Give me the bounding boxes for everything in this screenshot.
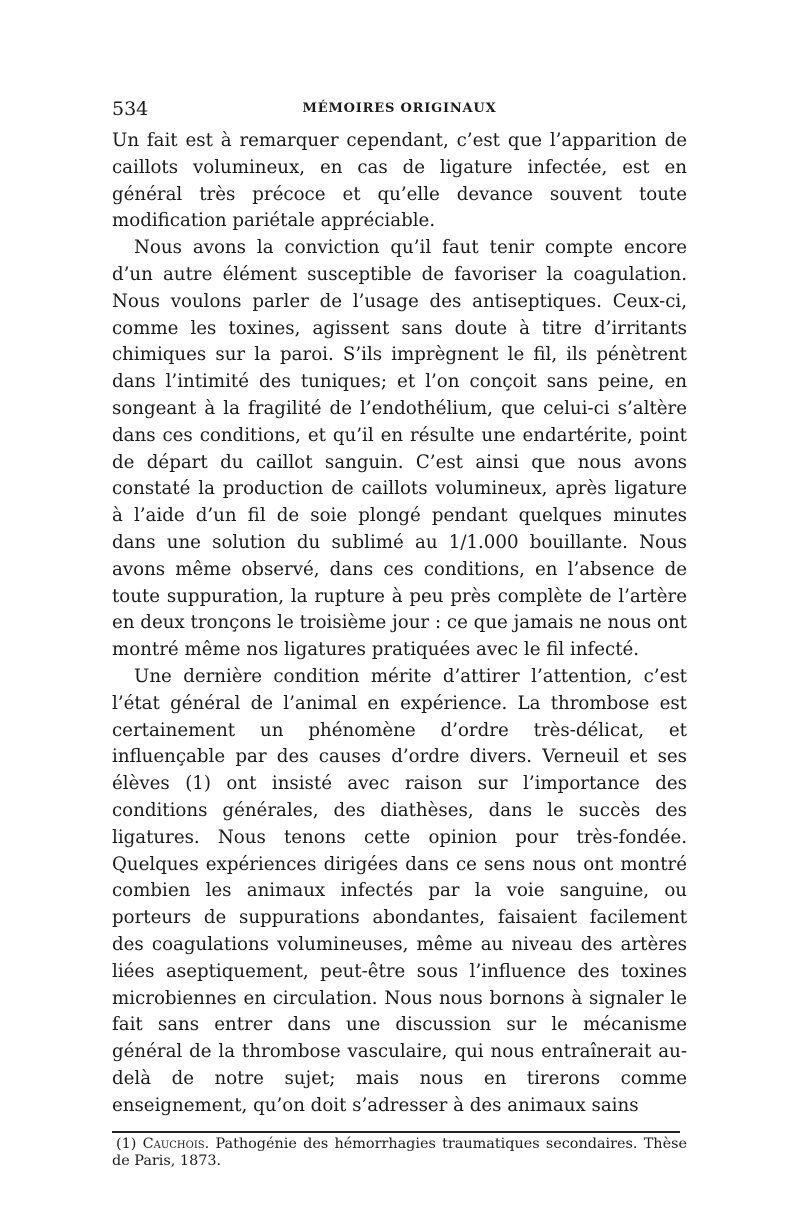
paragraph-antiseptiques: Nous avons la conviction qu’il faut tenir compte encore d’un autre élément susceptible de favoriser la coagulation. Nous voulons parler de l’usage des antiseptiques. Ceux-ci, comme les toxines, agissent sans doute à titre d’irritants chimiques sur la paroi. S’ils imprègnent le fil, ils pénètrent dans l’intimité des tuniques; et l’on conçoit sans peine, en songeant à la fragilité de l’endothélium, que celui-ci s’altère dans ces conditions, et qu’il en résulte une endartérite, point de départ du caillot sanguin. C’est ainsi que nous avons constaté la production de caillots volumineux, après ligature à l’aide d’un fil de soie plongé pendant quelques minutes dans une solution du sublimé au 1/1.000 bouillante. Nous avons même observé, dans ces conditions, en l’absence de toute suppuration, la rupture à peu près complète de l’artère en deux tronçons le troisième jour : ce que jamais ne nous ont montré même nos ligatures pratiquées avec le fil infecté.: [112, 237, 687, 661]
document-page: [112, 96, 687, 1170]
paragraph-continued: Un fait est à remarquer cependant, c’est que l’apparition de caillots volumineux, en cas de ligature infectée, est en général très précoce et qu’elle devance souvent toute modification pariétale appréciable.: [112, 130, 687, 232]
running-title: MÉMOIRES ORIGINAUX: [302, 101, 497, 116]
body-text: [112, 128, 687, 1119]
footnote-author: Cauchois: [142, 1136, 205, 1153]
footnote-text: . Pathogénie des hémorrhagies traumatiques secondaires. Thèse de Paris, 1873.: [112, 1136, 687, 1170]
paragraph-etat-general: Une dernière condition mérite d’attirer l’attention, c’est l’état général de l’animal en expérience. La thrombose est certainement un phénomène d’ordre très-délicat, et influençable par des causes d’ordre divers. Verneuil et ses élèves (1) ont insisté avec raison sur l’importance des conditions générales, des diathèses, dans le succès des ligatures. Nous tenons cette opinion pour très-fondée. Quelques expériences dirigées dans ce sens nous ont montré combien les animaux infectés par la voie sanguine, ou porteurs de suppurations abondantes, faisaient facilement des coagulations volumineuses, même au niveau des artères liées aseptiquement, peut-être sous l’influence des toxines microbiennes en circulation. Nous nous bornons à signaler le fait sans entrer dans une discussion sur le mécanisme général de la thrombose vasculaire, qui nous entraînerait au-delà de notre sujet; mais nous en tirerons comme enseignement, qu’on doit s’adresser à des animaux sains: [112, 665, 687, 1116]
running-header: [112, 96, 687, 124]
footnote-marker: (1): [116, 1136, 137, 1153]
footnote: [112, 1136, 687, 1170]
page-number: 534: [112, 98, 149, 120]
footnote-divider: [112, 1131, 680, 1133]
